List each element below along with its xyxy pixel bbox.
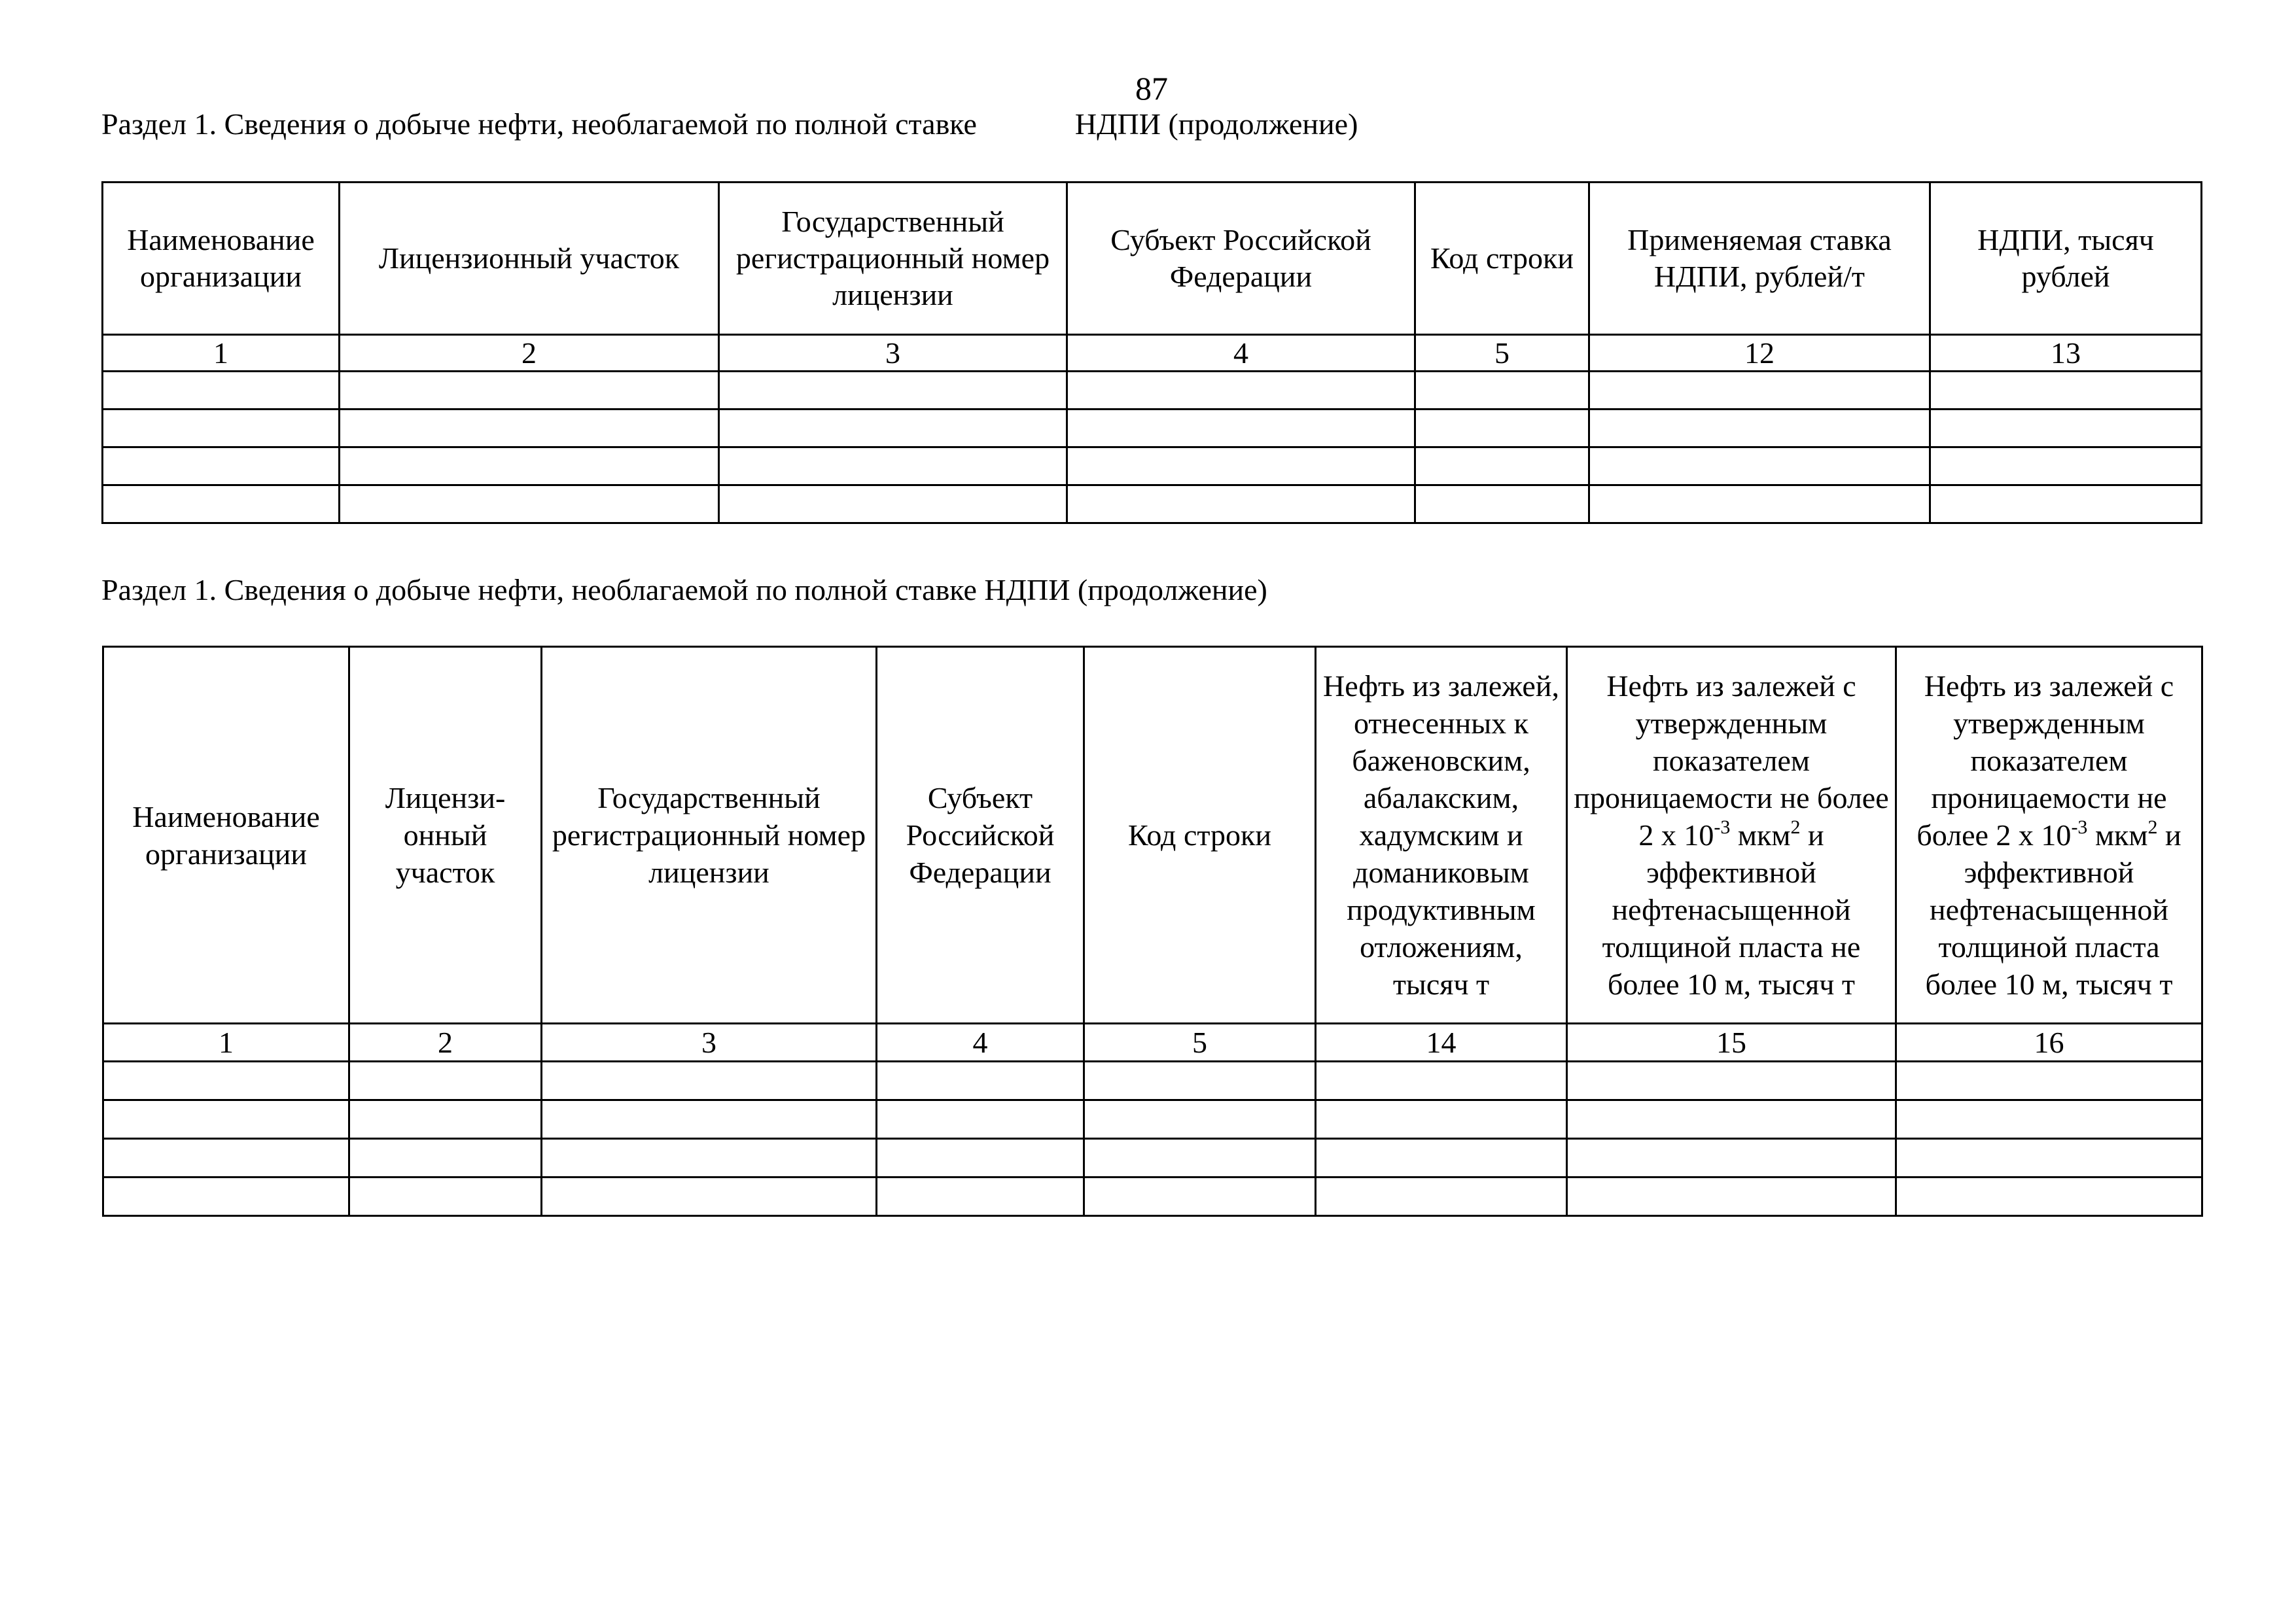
table-cell[interactable] [103,1062,349,1100]
column-number: 5 [1415,335,1589,372]
column-number: 1 [103,335,340,372]
header-license-number: Государственный регистрационный номер лицензии [542,647,877,1024]
column-number-row [103,1024,2202,1062]
header-federal-subject: Субъект Российской Федерации [1067,183,1415,335]
table-cell[interactable] [1415,410,1589,447]
header-organization-name: Наименование организации [103,647,349,1024]
table-cell[interactable] [103,1139,349,1178]
column-number: 12 [1589,335,1930,372]
column-number: 13 [1930,335,2202,372]
table-cell[interactable] [340,410,719,447]
table-cell[interactable] [719,447,1067,485]
table-cell[interactable] [719,410,1067,447]
section-2-table [102,646,2203,1217]
header-federal-subject: Субъект Российской Федерации [877,647,1084,1024]
header-low-permeability-thin-oil [1567,647,1896,1024]
column-number: 5 [1084,1024,1316,1062]
table-cell[interactable] [1067,372,1415,410]
column-number: 3 [719,335,1067,372]
table-cell[interactable] [1316,1062,1567,1100]
table-cell[interactable] [1567,1139,1896,1178]
table-cell[interactable] [542,1062,877,1100]
header-16-text-1: Нефть из залежей с утвержденным показателем проницаемости не более 2 х 10 [1916,669,2174,852]
header-organization-name: Наименование организации [103,183,340,335]
section-1-title-part-1: Раздел 1. Сведения о добыче нефти, необлагаемой по полной ставке [101,107,977,141]
table-cell[interactable] [1316,1139,1567,1178]
table-cell[interactable] [1084,1100,1316,1139]
header-bazhenov-oil: Нефть из залежей, отнесенных к баженовским, абалакским, хадумским и доманиковым продуктивным отложениям, тысяч т [1316,647,1567,1024]
table-header-row [103,183,2202,335]
section-1-title [101,105,1672,144]
column-number: 15 [1567,1024,1896,1062]
table-cell[interactable] [1415,372,1589,410]
table-cell[interactable] [103,1100,349,1139]
table-cell[interactable] [1415,447,1589,485]
table-cell[interactable] [103,447,340,485]
header-15-text-3: и эффективной нефтенасыщенной толщиной пласта не более 10 м, тысяч т [1602,818,1861,1001]
column-number: 4 [877,1024,1084,1062]
header-15-text-1: Нефть из залежей с утвержденным показателем проницаемости не более 2 х 10 [1574,669,1889,852]
section-2-title: Раздел 1. Сведения о добыче нефти, необлагаемой по полной ставке НДПИ (продолжение) [101,573,1267,606]
header-ndpi-amount: НДПИ, тысяч рублей [1930,183,2202,335]
table-cell[interactable] [542,1100,877,1139]
table-cell[interactable] [542,1139,877,1178]
table-cell[interactable] [1316,1100,1567,1139]
table-row [103,410,2202,447]
section-1-title-part-2: НДПИ (продолжение) [1074,107,1358,141]
table-cell[interactable] [1415,485,1589,523]
table-cell[interactable] [1930,372,2202,410]
table-row [103,1100,2202,1139]
table-cell[interactable] [1567,1062,1896,1100]
header-16-exponent-1: -3 [2071,816,2088,838]
table-row [103,1062,2202,1100]
header-line-code: Код строки [1415,183,1589,335]
column-number: 16 [1896,1024,2202,1062]
table-cell[interactable] [877,1100,1084,1139]
table-cell[interactable] [1896,1139,2202,1178]
table-cell[interactable] [103,372,340,410]
table-cell[interactable] [349,1062,542,1100]
table-cell[interactable] [1930,447,2202,485]
column-number: 2 [340,335,719,372]
table-cell[interactable] [1567,1100,1896,1139]
header-line-code: Код строки [1084,647,1316,1024]
header-15-exponent-2: 2 [1790,816,1801,838]
table-cell[interactable] [349,1178,542,1216]
table-cell[interactable] [1067,485,1415,523]
table-cell[interactable] [340,447,719,485]
table-cell[interactable] [1084,1062,1316,1100]
table-cell[interactable] [1930,485,2202,523]
column-number: 3 [542,1024,877,1062]
table-row [103,485,2202,523]
header-license-area: Лицензи- онный участок [349,647,542,1024]
table-cell[interactable] [1067,447,1415,485]
table-cell[interactable] [719,485,1067,523]
table-cell[interactable] [542,1178,877,1216]
header-16-text-3: и эффективной нефтенасыщенной толщиной пласта более 10 м, тысяч т [1925,818,2181,1001]
table-row [103,1139,2202,1178]
table-cell[interactable] [103,410,340,447]
header-15-text-2: мкм [1730,818,1791,852]
column-number-row [103,335,2202,372]
table-cell[interactable] [719,372,1067,410]
table-cell[interactable] [1084,1178,1316,1216]
header-license-number: Государственный регистрационный номер лицензии [719,183,1067,335]
table-cell[interactable] [1589,447,1930,485]
table-cell[interactable] [103,485,340,523]
table-cell[interactable] [1896,1062,2202,1100]
table-cell[interactable] [1316,1178,1567,1216]
header-16-text-2: мкм [2087,818,2148,852]
table-header-row [103,647,2202,1024]
table-cell[interactable] [877,1139,1084,1178]
header-license-area: Лицензионный участок [340,183,719,335]
table-cell[interactable] [103,1178,349,1216]
table-cell[interactable] [340,485,719,523]
table-cell[interactable] [340,372,719,410]
table-cell[interactable] [1084,1139,1316,1178]
column-number: 14 [1316,1024,1567,1062]
column-number: 2 [349,1024,542,1062]
header-applied-rate: Применяемая ставка НДПИ, рублей/т [1589,183,1930,335]
column-number: 1 [103,1024,349,1062]
table-cell[interactable] [1067,410,1415,447]
table-cell[interactable] [1896,1100,2202,1139]
table-cell[interactable] [1589,410,1930,447]
header-15-exponent-1: -3 [1714,816,1731,838]
table-row [103,447,2202,485]
column-number: 4 [1067,335,1415,372]
header-low-permeability-thick-oil [1896,647,2202,1024]
table-cell[interactable] [877,1178,1084,1216]
table-cell[interactable] [1896,1178,2202,1216]
table-row [103,372,2202,410]
header-16-exponent-2: 2 [2147,816,2158,838]
table-row [103,1178,2202,1216]
table-cell[interactable] [349,1139,542,1178]
table-cell[interactable] [1589,372,1930,410]
table-cell[interactable] [1930,410,2202,447]
table-cell[interactable] [877,1062,1084,1100]
table-cell[interactable] [1589,485,1930,523]
table-cell[interactable] [349,1100,542,1139]
table-cell[interactable] [1567,1178,1896,1216]
section-1-table [101,181,2202,524]
page-number: 87 [1135,70,1168,107]
